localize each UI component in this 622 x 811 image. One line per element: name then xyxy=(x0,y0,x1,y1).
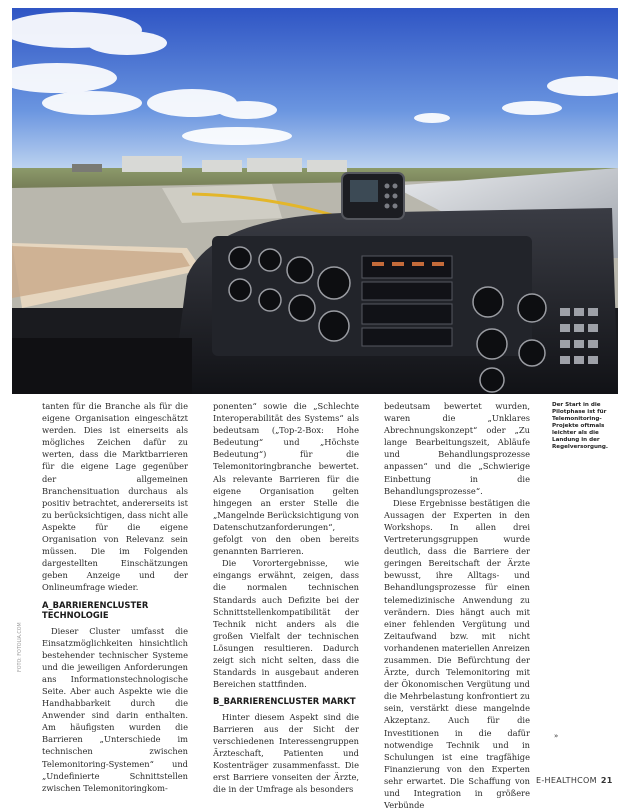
paragraph: Diese Ergebnisse bestätigen die Aussagen der Experten in den Workshops. In allen drei Vertreterungsgruppen wurde deutlich, dass die Barriere der geringen Bereitschaft der Ärzte bewusst, ihre Alltags- und Behandlungsprozesse für einen telemedizinische Anwendung zu verändern. Dies hängt auch mit einer fehlenden Vergütung und Zeitaufwand bzw. mit nicht vorhandenen materiellen Anreizen zusammen. Die Befürchtung der Ärzte, durch Telemonitoring mit der Ökonomischen Vergütung und die Mehrbelastung konfrontiert zu sein, verstärkt diese mangelnde Akzeptanz. Auch für die Investitionen in die dafür notwendige Technik und in Schulungen ist eine tragfähige Finanzierung von den Experten sehr erwartet. Die Schaffung von und Integration in größere Verbünde xyxy=(384,497,531,811)
section-heading-technology: A_BARRIERENCLUSTER TECHNOLOGIE xyxy=(42,599,149,620)
cockpit-photo xyxy=(12,8,618,394)
section-heading-market: B_BARRIERENCLUSTER MARKT xyxy=(213,696,356,707)
photo-caption: Der Start in die Pilotphase ist für Telemonitoring-Projekte oftmals leichter als die Landung in der Regelversorgung. xyxy=(552,402,609,450)
magazine-name: E-HEALTHCOM xyxy=(536,776,597,785)
page-number: 21 xyxy=(600,776,613,785)
text-column-3 xyxy=(384,400,530,811)
cockpit-illustration xyxy=(12,8,618,394)
photo-credit: FOTO: FOTOLIA.COM xyxy=(18,622,23,672)
paragraph: tanten für die Branche als für die eigene Organisation eingeschätzt werden. Dies ist einerseits als mögliches Zeichen dafür zu werten, dass die Marktbarrieren für die eigene Lage gegenüber der allgemeinen Branchensituation durchaus als positiv betrachtet, andererseits ist zu berücksichtigen, dass nicht alle Aspekte für die eigene Organisation von Relevanz sein müssen. Die im Folgenden dargestellten Einschätzungen geben Anzeige und der Onlineumfrage wieder. xyxy=(42,401,188,593)
continue-arrow-icon: » xyxy=(554,732,559,740)
paragraph: Die Vorortergebnisse, wie eingangs erwähnt, zeigen, dass die normalen technischen Standards auch Defizite bei der Schnittstellenkompatibilität der Technik nicht anders als die großen Vielfalt der technischen Lösungen resultieren. Dadurch zeigt sich nicht selten, dass die Standards in ausgebaut anderen Bereichen stattfinden. xyxy=(213,558,359,690)
paragraph: Hinter diesem Aspekt sind die Barrieren aus der Sicht der verschiedenen Interessengruppen Ärzteschaft, Patienten und Kostenträger zusammenfasst. Die erst Barriere vonseiten der Ärzte, die in der Umfrage als besonders xyxy=(213,711,359,795)
text-column-1 xyxy=(42,400,188,794)
paragraph: ponenten“ sowie die „Schlechte Interoperabilität des Systems“ als bedeutsam („Top-2-Box: Hohe Bedeutung“ und „Höchste Bedeutung“) für die Telemonitoringbranche bewertet. Als relevante Barrieren für die eigene Organisation gelten hingegen an erster Stelle die „Mangelnde Berücksichtigung von Datenschutzanforderungen“, gefolgt von den oben bereits genannten Barrieren. xyxy=(213,401,360,557)
paragraph: bedeutsam bewertet wurden, waren die „Unklares Abrechnungskonzept“ oder „Zu lange Bearbeitungszeit, Abläufe und Behandlungsprozesse anpassen“ und die „Schwierige Einbettung in die Behandlungsprozesse“. xyxy=(384,401,530,496)
text-column-2 xyxy=(213,400,359,795)
paragraph: Dieser Cluster umfasst die Einsatzmöglichkeiten hinsichtlich bestehender technischer Systeme und die jeweiligen Anforderungen ans Informationstechnologische Seite. Aber auch Aspekte wie die Handhabbarkeit durch die Anwender sind darin enthalten. Am häufigsten wurden die Barrieren „Unterschiede im technischen zwischen Telemonitoring-Systemen“ und „Undefinierte Schnittstellen zwischen Telemonitoringkom- xyxy=(42,625,188,793)
page-footer xyxy=(536,776,613,785)
